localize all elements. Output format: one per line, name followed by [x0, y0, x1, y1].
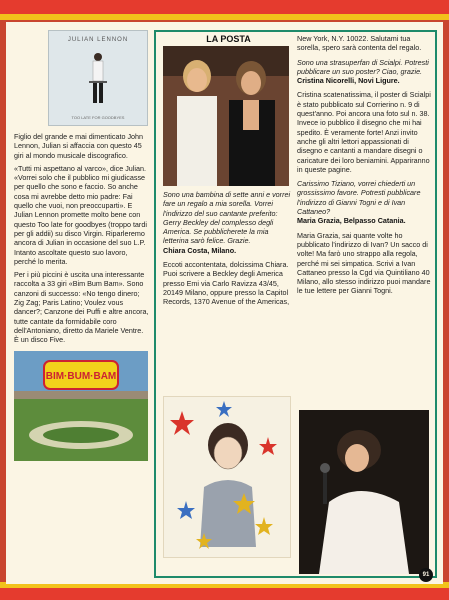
letter-signature: Maria Grazia, Belpasso Catania. [297, 216, 406, 226]
album-title: JULIAN LENNON [67, 37, 129, 43]
bim-bum-bam-logo-text: BIM·BUM·BAM [45, 370, 117, 382]
album-cover-julian-lennon [48, 30, 148, 126]
letter-signature: Cristina Nicorelli, Novi Ligure. [297, 76, 400, 86]
choir-crowd [24, 413, 138, 453]
letter-question: Sono una bambina di sette anni e vorrei fare un regalo a mia sorella. Vorrei l'indirizzo del suo cantante preferito: Gerry Beckley del complesso degli America. Se pubblicherete la mia letterina sarò felice. Grazie. [163, 190, 291, 246]
top-yellow-stripe [0, 14, 449, 20]
section-heading: LA POSTA [206, 34, 251, 44]
letter-question: Carissimo Tiziano, vorrei chiederti un grossissimo favore. Potresti pubblicare l'indirizzo di Gianni Togni e di Ivan Cattaneo? [297, 179, 421, 217]
article-paragraph: «Tutti mi aspettano al varco», dice Julian. «Vorrei solo che il pubblico mi giudicasse per quello che sono e faccio. So anche cosa mi avrebbe detto mio padre: Fai quello che vuoi, non preoccuparti». E Julian Lennon promette molto bene con questo Too late for goodbyes (troppo tardi per gli addii) su disco Virgin. Riparleremo ancora di Julian in occasione del suo L.P. Intanto ascoltate questo suo lavoro, perché lo merita. [14, 163, 147, 266]
letter-answer: Cristina scatenatissima, il poster di Scialpi è stato pubblicato sul Corrierino n. 9 di quest'anno. Poi ancora una foto sul n. 38. Invece io pubblico il disegno che mi hai spedito. È veramente forte! Anzi invito anche gli altri lettori appassionati di disegno e cantanti a mandare disegni o caricature dei loro beniamini. Appariranno in queste pagine. [297, 90, 431, 174]
bim-bum-bam-logo [42, 357, 120, 393]
article-paragraph: Per i più piccini è uscita una interessante raccolta a 33 giri «Bim Bum Bam». Sono canzoni di successo: «No tengo dinero; Zig Zag; Paris Latino; Voulez vous dancer?; Canzone dei Puffi e altre ancora, tutte cantate da formidabile coro dell'Antoniano, diretto da Mariele Ventre. È un disco Five. [14, 270, 149, 345]
left-column [14, 30, 150, 461]
letter-signature: Chiara Costa, Milano. [163, 245, 237, 255]
letter-answer: Maria Grazia, sai quante volte ho pubblicato l'indirizzo di Ivan? Un sacco di volte! Ma farò uno strappo alla regola, perché mi sei simpatica. Scrivi a Ivan Cattaneo presso la Cgd via Quintiliano 40 Milano, allo stesso indirizzo puoi mandare le tue lettere per Gianni Togni. [297, 230, 431, 296]
letter-answer-continued: New York, N.Y. 10022. Salutami tua sorella, spero sarà contenta del regalo. [297, 34, 422, 53]
singer-figure [87, 51, 109, 109]
bottom-red-stripe [0, 588, 449, 600]
top-red-stripe [0, 0, 449, 14]
letters-column-left [163, 190, 293, 307]
letter-question: Sono una strasuperfan di Scialpi. Potresti pubblicare un suo poster? Ciao, grazie. [297, 57, 429, 76]
la-posta-box [154, 30, 437, 578]
page-number-badge: 91 [419, 568, 433, 582]
album-subtitle: TOO LATE FOR GOODBYES [71, 115, 125, 120]
ivan-cattaneo-photo [299, 410, 429, 574]
scialpi-reader-drawing [163, 396, 291, 558]
letters-column-right [297, 34, 433, 296]
letter-answer: Eccoti accontentata, dolcissima Chiara. Puoi scrivere a Beckley degli America presso Emi via Carlo Ravizza 43/45, 20149 Milano, oppure presso la Capitol Records, 1370 Avenue of the Americas, [163, 260, 290, 307]
gerry-beckley-photo [163, 46, 289, 186]
paper-sheet [6, 22, 443, 584]
article-paragraph: Figlio del grande e mai dimenticato John Lennon, Julian si affaccia con questo 45 giri al mondo musicale discografico. [14, 132, 144, 160]
bim-bum-bam-photo [14, 351, 148, 461]
